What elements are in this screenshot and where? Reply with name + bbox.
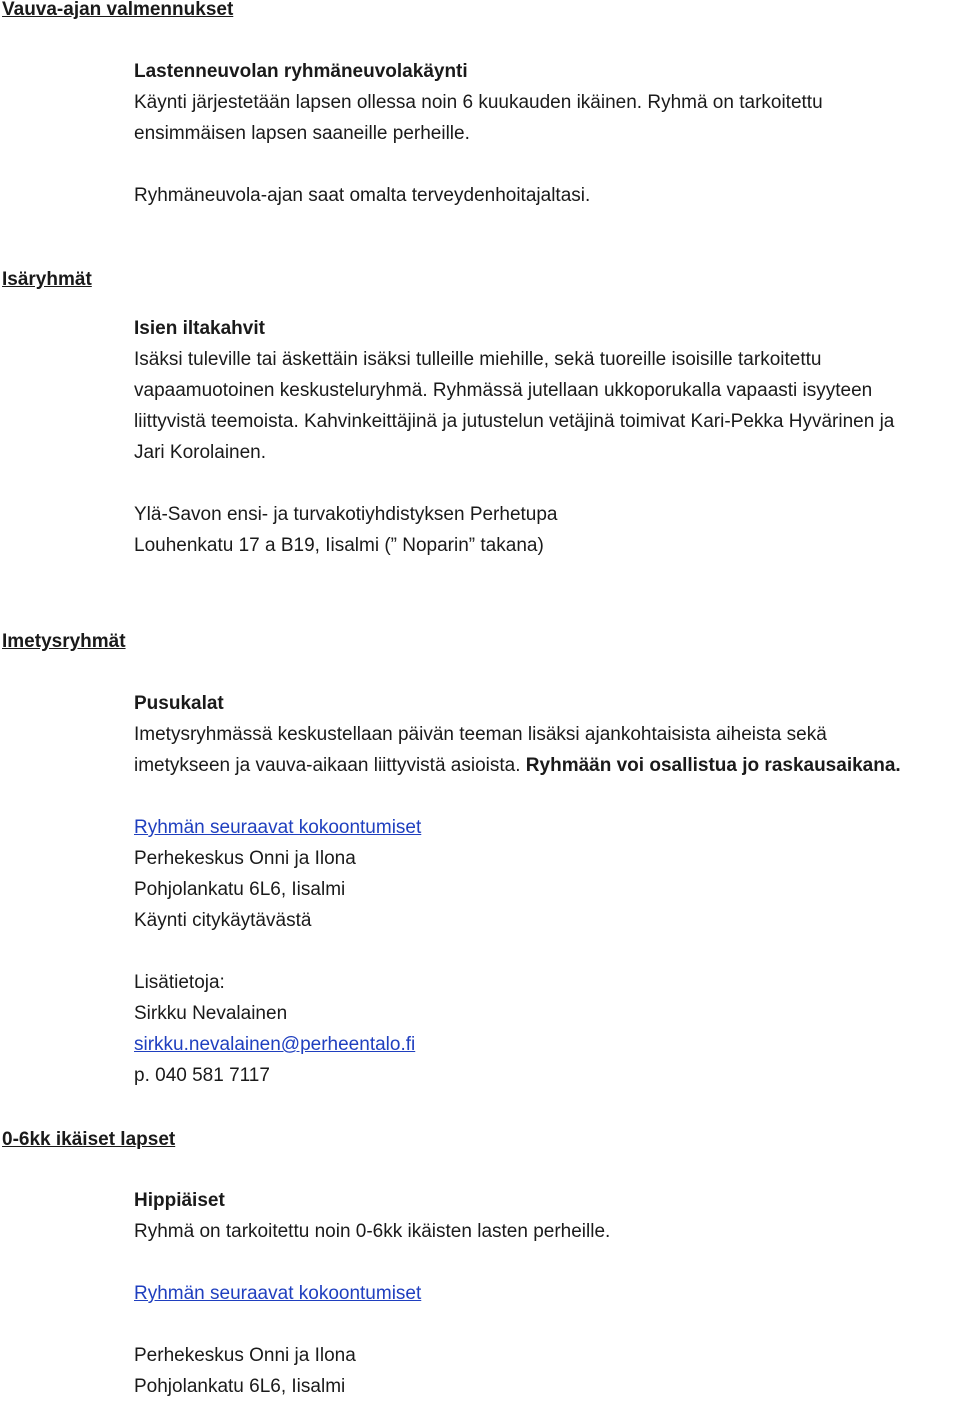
next-meetings-link[interactable]: Ryhmän seuraavat kokoontumiset	[134, 817, 422, 838]
venue-name: Ylä-Savon ensi- ja turvakotiyhdistyksen Perhetupa	[134, 504, 558, 525]
body-text-line: Ryhmäneuvola-ajan saat omalta terveydenhoitajaltasi.	[134, 185, 591, 206]
venue-name: Perhekeskus Onni ja Ilona	[134, 848, 356, 869]
contact-name: Sirkku Nevalainen	[134, 1003, 288, 1024]
venue-entrance: Käynti citykäytävästä	[134, 910, 312, 931]
body-text-line: Isäksi tuleville tai äskettäin isäksi tulleille miehille, sekä tuoreille isoisille tarkoitettu	[134, 349, 822, 370]
body-text-line: Ryhmä on tarkoitettu noin 0-6kk ikäisten lasten perheille.	[134, 1221, 611, 1242]
section-heading-imetysryhmat: Imetysryhmät	[2, 631, 126, 652]
contact-phone: p. 040 581 7117	[134, 1065, 270, 1086]
body-text-line	[134, 750, 958, 781]
body-text-line: Käynti järjestetään lapsen ollessa noin 6 kuukauden ikäinen. Ryhmä on tarkoitettu	[134, 92, 823, 113]
group-title: Hippiäiset	[134, 1190, 225, 1211]
spacer	[134, 936, 958, 967]
body-text-line: vapaamuotoinen keskusteluryhmä. Ryhmässä jutellaan ukkoporukalla vapaasti isyyteen	[134, 380, 873, 401]
venue-address: Louhenkatu 17 a B19, Iisalmi (” Noparin” takana)	[134, 535, 544, 556]
section-body-isaryhmat	[134, 313, 958, 561]
spacer	[134, 781, 958, 812]
group-title: Isien iltakahvit	[134, 318, 265, 339]
spacer	[134, 1247, 958, 1278]
venue-address: Pohjolankatu 6L6, Iisalmi	[134, 1376, 346, 1397]
section-heading-isaryhmat: Isäryhmät	[2, 269, 92, 290]
body-text-line: Jari Korolainen.	[134, 442, 267, 463]
body-text-line: liittyvistä teemoista. Kahvinkeittäjinä ja jutustelun vetäjinä toimivat Kari-Pekka Hyvärinen ja	[134, 411, 895, 432]
contact-email-link[interactable]: sirkku.nevalainen@perheentalo.fi	[134, 1034, 416, 1055]
spacer	[134, 1309, 958, 1340]
next-meetings-link[interactable]: Ryhmän seuraavat kokoontumiset	[134, 1283, 422, 1304]
body-text-line-part: imetykseen ja vauva-aikaan liittyvistä asioista.	[134, 755, 521, 776]
section-heading-0-6kk: 0-6kk ikäiset lapset	[2, 1129, 176, 1150]
section-body-imetysryhmat	[134, 688, 958, 1091]
section-body-vauva-ajan	[134, 56, 958, 211]
section-body-0-6kk	[134, 1185, 958, 1402]
body-text-line: ensimmäisen lapsen saaneille perheille.	[134, 123, 470, 144]
blank-line	[134, 149, 958, 180]
body-text-line: Imetysryhmässä keskustellaan päivän teeman lisäksi ajankohtaisista aiheista sekä	[134, 724, 827, 745]
venue-name: Perhekeskus Onni ja Ilona	[134, 1345, 356, 1366]
group-title: Pusukalat	[134, 693, 224, 714]
group-title: Lastenneuvolan ryhmäneuvolakäynti	[134, 61, 468, 82]
info-label: Lisätietoja:	[134, 972, 225, 993]
section-heading-vauva-ajan-valmennukset: Vauva-ajan valmennukset	[2, 0, 234, 20]
blank-line	[134, 468, 958, 499]
venue-address: Pohjolankatu 6L6, Iisalmi	[134, 879, 346, 900]
bold-note: Ryhmään voi osallistua jo raskausaikana.	[525, 755, 901, 776]
